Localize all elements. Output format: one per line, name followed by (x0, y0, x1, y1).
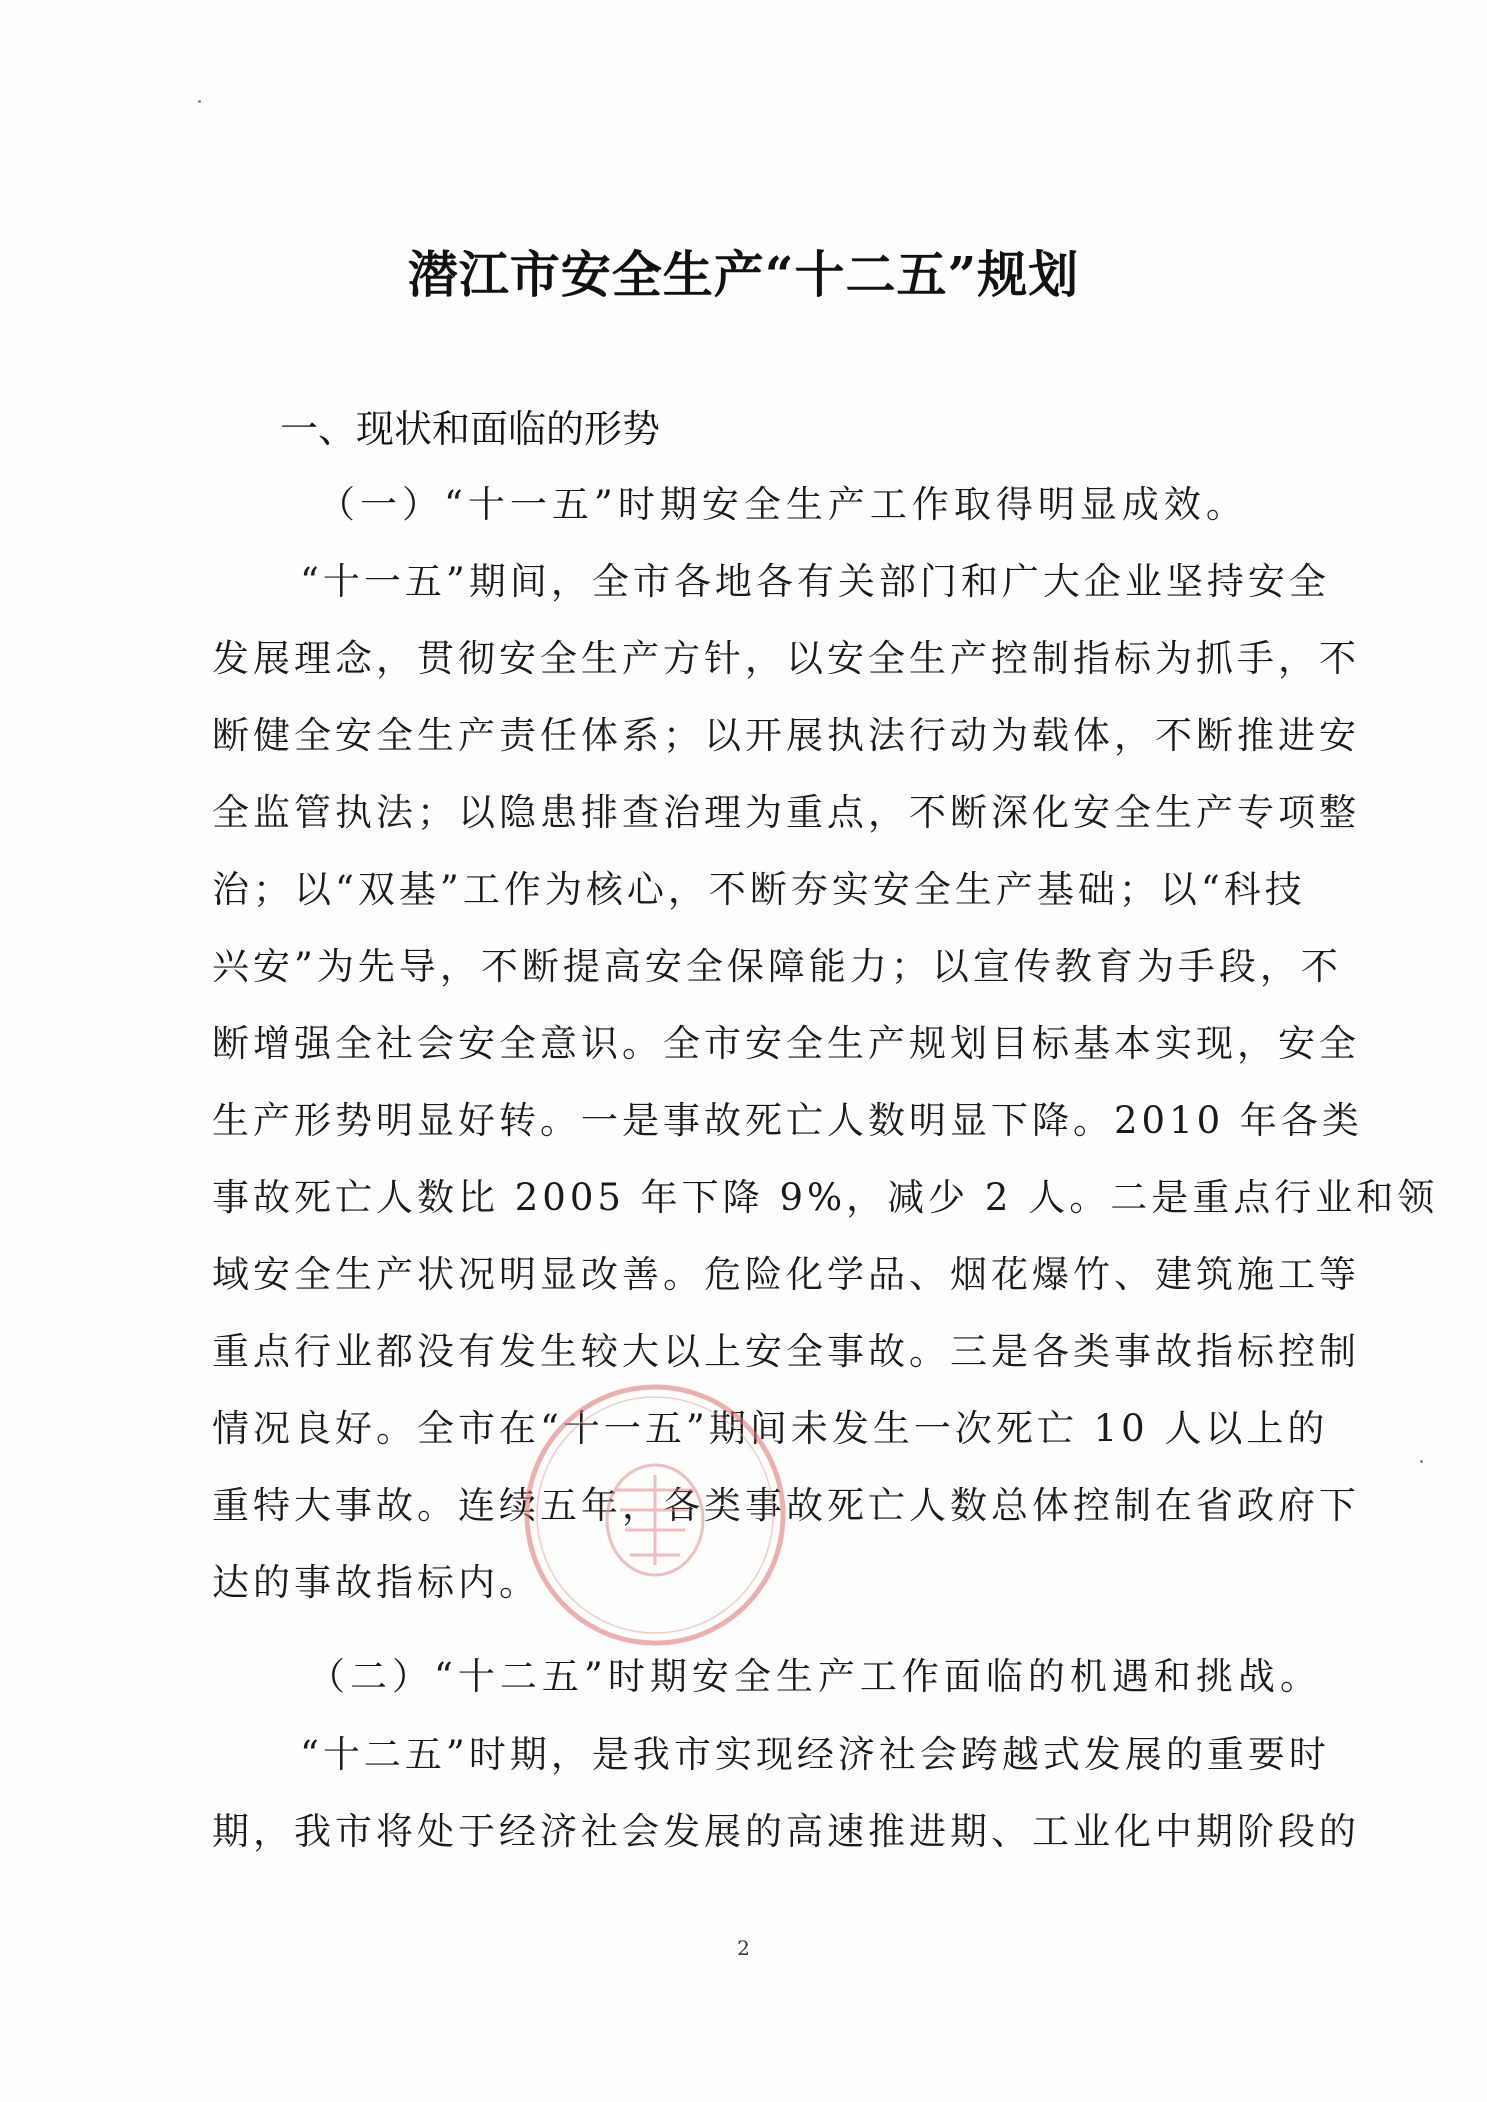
paragraph-line: 生产形势明显好转。一是事故死亡人数明显下降。2010 年各类 (212, 1099, 1363, 1142)
paragraph-line: 域安全生产状况明显改善。危险化学品、烟花爆竹、建筑施工等 (212, 1253, 1360, 1296)
paragraph-line: 重特大事故。连续五年，各类事故死亡人数总体控制在省政府下 (212, 1484, 1360, 1527)
paragraph-line: 期，我市将处于经济社会发展的高速推进期、工业化中期阶段的 (212, 1810, 1360, 1853)
paragraph-line: 达的事故指标内。 (212, 1561, 540, 1604)
paragraph-line: 兴安”为先导，不断提高安全保障能力；以宣传教育为手段，不 (212, 945, 1342, 988)
paragraph-line: 断健全安全生产责任体系；以开展执法行动为载体，不断推进安 (212, 714, 1360, 757)
subsection-heading: （二）“十二五”时期安全生产工作面临的机遇和挑战。 (308, 1655, 1322, 1698)
paragraph-line: “十二五”时期，是我市实现经济社会跨越式发展的重要时 (300, 1733, 1330, 1776)
paragraph-line: 治；以“双基”工作为核心，不断夯实安全生产基础；以“科技 (212, 868, 1306, 911)
document-title: 潜江市安全生产“十二五”规划 (407, 245, 1080, 304)
section-heading: 一、现状和面临的形势 (280, 407, 661, 451)
paragraph-line: 重点行业都没有发生较大以上安全事故。三是各类事故指标控制 (212, 1330, 1360, 1373)
scan-speck (1420, 1460, 1423, 1463)
paragraph-line: 全监管执法；以隐患排查治理为重点，不断深化安全生产专项整 (212, 791, 1360, 834)
subsection-heading: （一）“十一五”时期安全生产工作取得明显成效。 (318, 483, 1248, 526)
scan-speck (198, 100, 201, 103)
paragraph-line: 断增强全社会安全意识。全市安全生产规划目标基本实现，安全 (212, 1022, 1360, 1065)
paragraph-line: “十一五”期间，全市各地各有关部门和广大企业坚持安全 (300, 560, 1330, 603)
paragraph-line: 事故死亡人数比 2005 年下降 9%，减少 2 人。二是重点行业和领 (212, 1176, 1439, 1219)
paragraph-line: 情况良好。全市在“十一五”期间未发生一次死亡 10 人以上的 (212, 1407, 1329, 1450)
page-number: 2 (737, 1936, 750, 1960)
paragraph-line: 发展理念，贯彻安全生产方针，以安全生产控制指标为抓手，不 (212, 637, 1360, 680)
